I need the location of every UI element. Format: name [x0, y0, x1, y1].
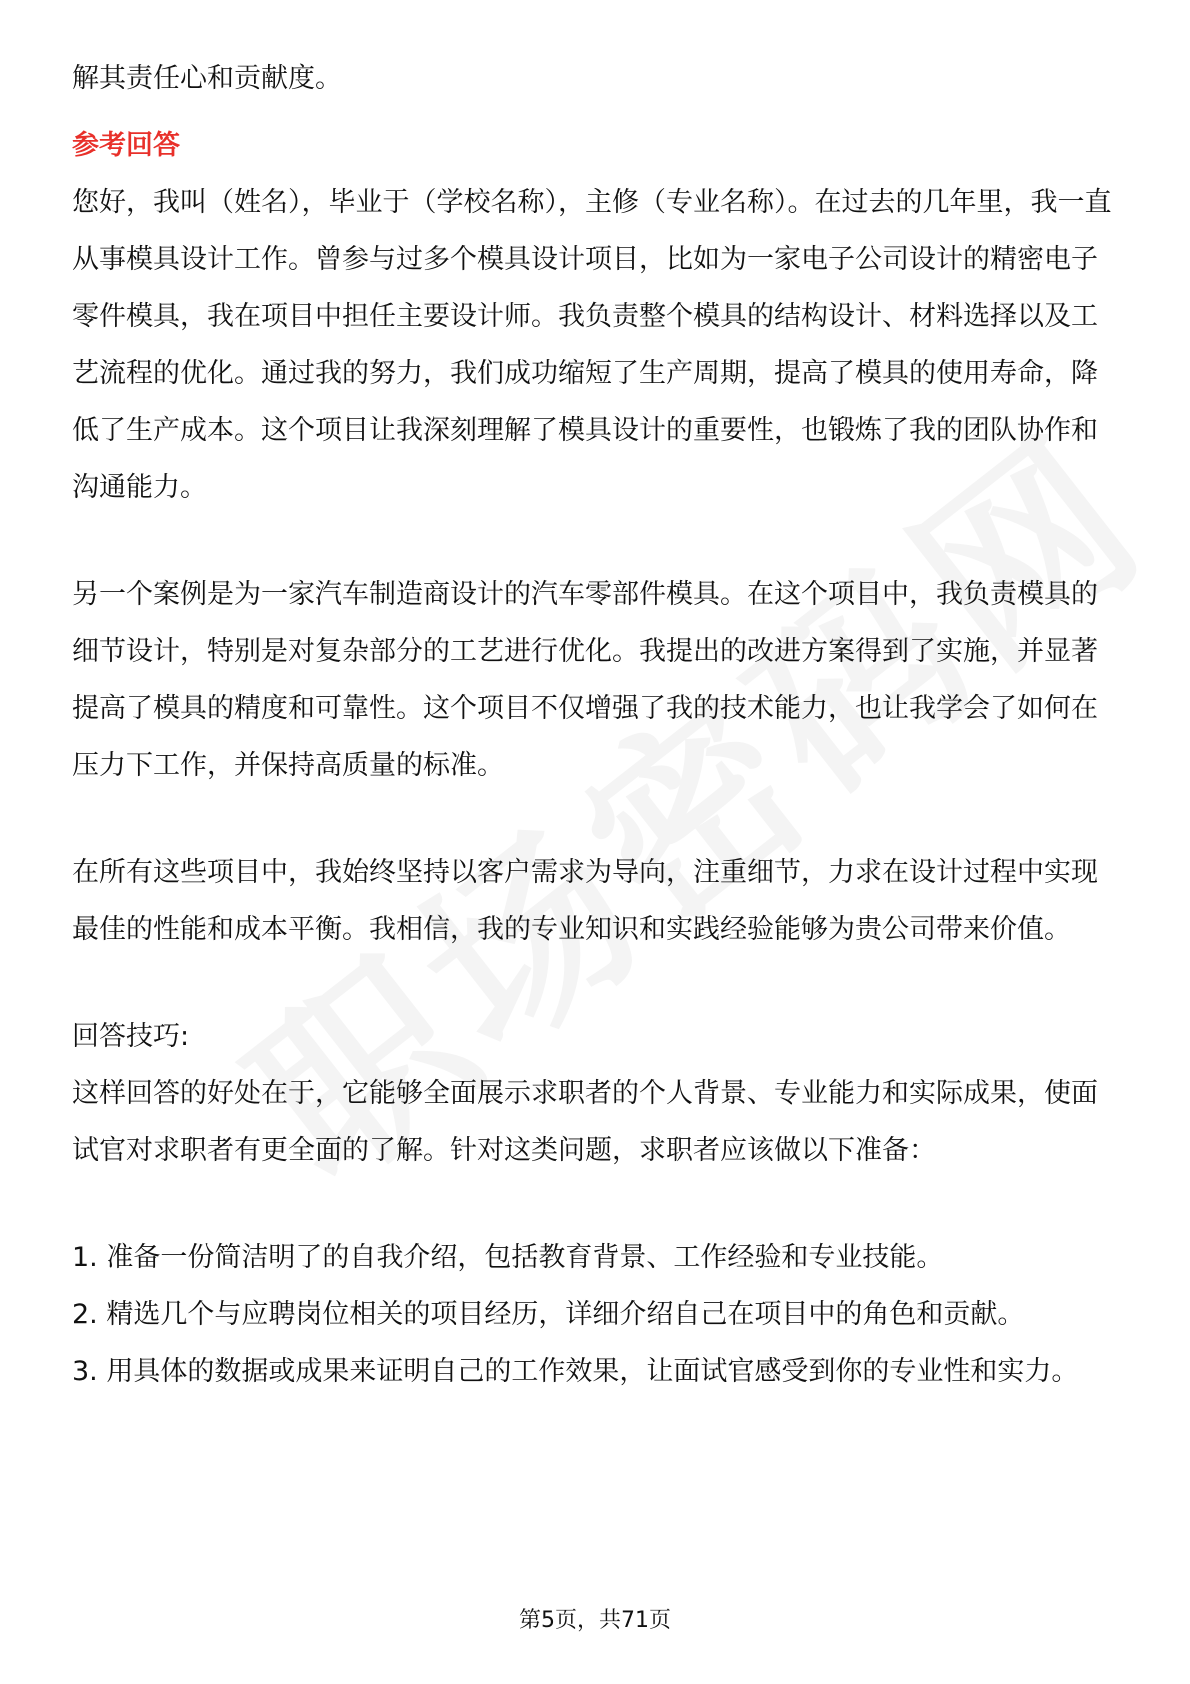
tips-heading: 回答技巧:: [72, 1021, 190, 1052]
page-footer: 第5页，共71页: [519, 1608, 671, 1633]
answer-paragraph-1: 您好，我叫（姓名），毕业于（学校名称），主修（专业名称）。在过去的几年里，我一直从事模具设计工作。曾参与过多个模具设计项目，比如为一家电子公司设计的精密电子零件模具，我在项目中担任主要设计师。我负责整个模具的结构设计、材料选择以及工艺流程的优化。通过我的努力，我们成功缩短了生产周期，提高了模具的使用寿命，降低了生产成本。这个项目让我深刻理解了模具设计的重要性，也锻炼了我的团队协作和沟通能力。: [72, 187, 1112, 503]
tips-item-2: 2. 精选几个与应聘岗位相关的项目经历，详细介绍自己在项目中的角色和贡献。: [72, 1299, 1025, 1330]
answer-paragraph-3: 在所有这些项目中，我始终坚持以客户需求为导向，注重细节，力求在设计过程中实现最佳的性能和成本平衡。我相信，我的专业知识和实践经验能够为贵公司带来价值。: [72, 857, 1098, 945]
intro-tail: 解其责任心和贡献度。: [72, 63, 342, 94]
tips-item-3: 3. 用具体的数据或成果来证明自己的工作效果，让面试官感受到你的专业性和实力。: [72, 1356, 1079, 1387]
tips-item-1: 1. 准备一份简洁明了的自我介绍，包括教育背景、工作经验和专业技能。: [72, 1242, 944, 1273]
tips-intro: 这样回答的好处在于，它能够全面展示求职者的个人背景、专业能力和实际成果，使面试官对求职者有更全面的了解。针对这类问题，求职者应该做以下准备：: [72, 1078, 1098, 1166]
answer-paragraph-2: 另一个案例是为一家汽车制造商设计的汽车零部件模具。在这个项目中，我负责模具的细节设计，特别是对复杂部分的工艺进行优化。我提出的改进方案得到了实施，并显著提高了模具的精度和可靠性。这个项目不仅增强了我的技术能力，也让我学会了如何在压力下工作，并保持高质量的标准。: [72, 579, 1098, 781]
answer-heading: 参考回答: [72, 130, 180, 161]
document-body: [72, 50, 1122, 1400]
